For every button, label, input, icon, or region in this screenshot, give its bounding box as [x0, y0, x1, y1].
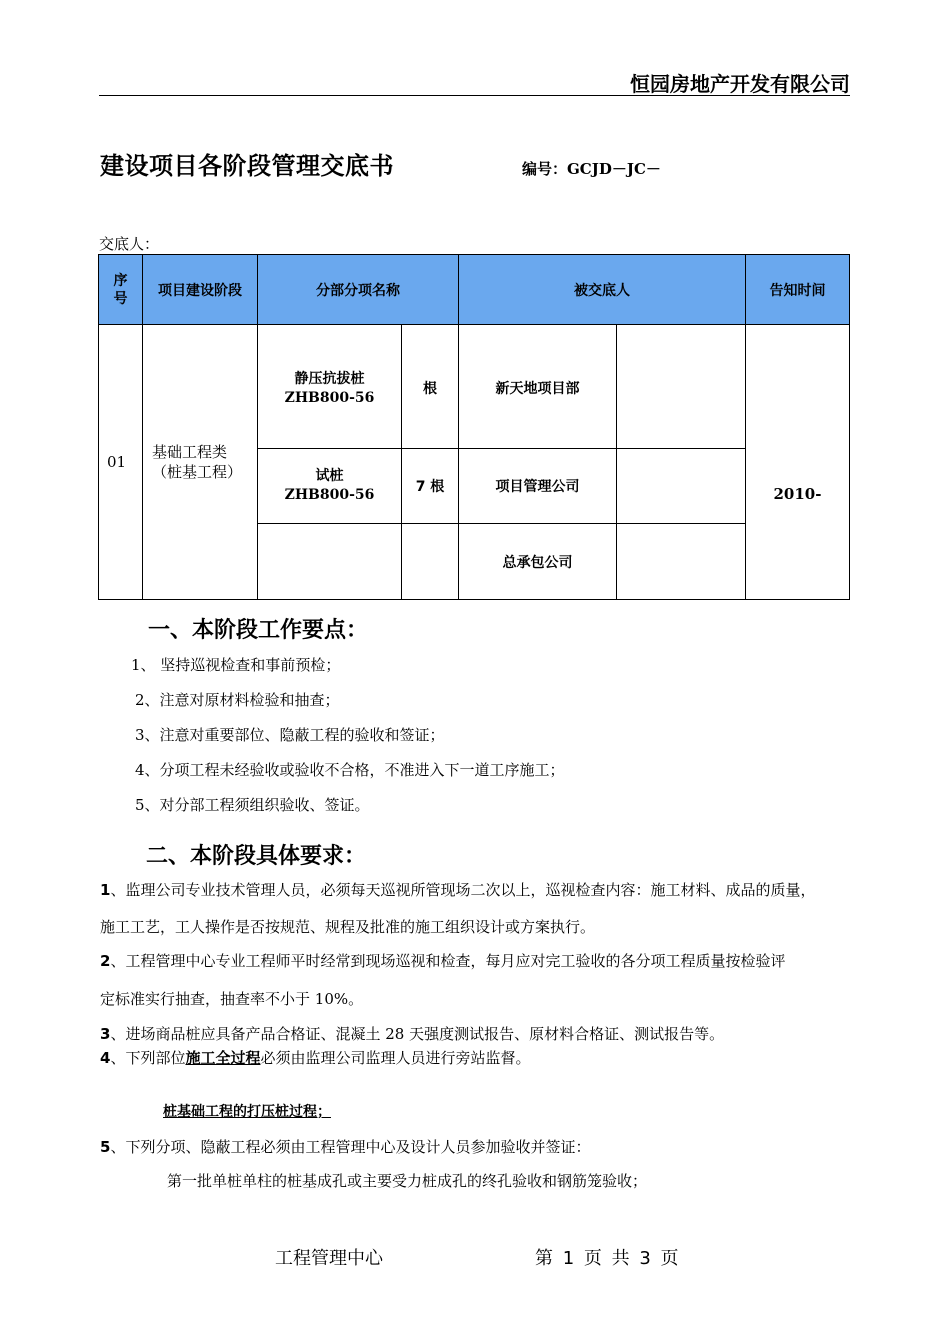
stage-line-1: 基础工程类 — [152, 443, 228, 461]
work-point-5: 5、对分部工程须组织验收、签证。 — [135, 796, 370, 814]
requirement-1-line-1: 、监理公司专业技术管理人员，必须每天巡视所管现场二次以上，巡视检查内容：施工材料、成品的质量， — [110, 881, 816, 899]
quantity-cell: 7 根 — [402, 449, 459, 524]
requirement-3-number: 3 — [100, 1025, 111, 1043]
header-serial: 序号 — [99, 255, 143, 325]
header-stage: 项目建设阶段 — [143, 255, 258, 325]
stage-line-2: （桩基工程） — [152, 463, 243, 481]
requirement-4-pre: 、下列部位 — [110, 1049, 186, 1067]
recipient-cell: 项目管理公司 — [459, 449, 617, 524]
item-name-cell — [258, 325, 402, 449]
header-recipient: 被交底人 — [459, 255, 746, 325]
requirement-3-line-1: 、进场商品桩应具备产品合格证、混凝土 28 天强度测试报告、原材料合格证、测试报告等。 — [110, 1025, 725, 1043]
requirement-5-sub-item: 第一批单桩单柱的桩基成孔或主要受力桩成孔的终孔验收和钢筋笼验收； — [167, 1172, 648, 1190]
requirement-4-post: 必须由监理公司监理人员进行旁站监督。 — [260, 1049, 531, 1067]
handover-table — [98, 254, 850, 600]
signature-cell — [617, 325, 746, 449]
requirement-4 — [100, 1047, 530, 1068]
item-name-line-2: ZHB800-56 — [284, 390, 375, 406]
pile-process-item: 桩基础工程的打压桩过程； — [163, 1104, 331, 1120]
requirement-1-continued: 施工工艺，工人操作是否按规范、规程及批准的施工组织设计或方案执行。 — [100, 918, 596, 936]
requirement-3 — [100, 1023, 724, 1044]
requirement-4-underlined: 施工全过程 — [185, 1049, 261, 1067]
quantity-cell: 根 — [402, 325, 459, 449]
header-divider — [99, 95, 850, 96]
document-title: 建设项目各阶段管理交底书 — [100, 151, 394, 180]
work-point-1: 1、 坚持巡视检查和事前预检； — [131, 656, 341, 674]
table-header-row — [99, 255, 850, 325]
work-point-4: 4、分项工程未经验收或验收不合格，不准进入下一道工序施工； — [135, 761, 565, 779]
table-row — [99, 325, 850, 449]
section-2-heading: 二、本阶段具体要求： — [146, 844, 367, 869]
item-name-line-1: 试桩 — [315, 468, 344, 484]
requirement-2-line-1: 、工程管理中心专业工程师平时经常到现场巡视和检查，每月应对完工验收的各分项工程质量按检验评 — [110, 952, 786, 970]
header-item-name: 分部分项名称 — [258, 255, 459, 325]
section-1-heading: 一、本阶段工作要点： — [148, 618, 369, 643]
header-notice-time: 告知时间 — [746, 255, 850, 325]
document-number: 编号：GCJD－JC－ — [522, 160, 661, 178]
signature-cell — [617, 449, 746, 524]
recipient-cell: 总承包公司 — [459, 524, 617, 600]
requirement-5 — [100, 1136, 590, 1157]
notice-date-cell: 2010- — [746, 325, 850, 600]
item-name-cell — [258, 524, 402, 600]
recipient-cell: 新天地项目部 — [459, 325, 617, 449]
stage-cell — [143, 325, 258, 600]
requirement-4-number: 4 — [100, 1049, 111, 1067]
item-name-line-2: ZHB800-56 — [284, 487, 375, 503]
requirement-1 — [100, 879, 815, 900]
requirement-5-number: 5 — [100, 1138, 111, 1156]
handover-person-label: 交底人： — [99, 235, 160, 253]
work-point-3: 3、注意对重要部位、隐蔽工程的验收和签证； — [135, 726, 445, 744]
company-name: 恒园房地产开发有限公司 — [630, 72, 850, 96]
requirement-1-number: 1 — [100, 881, 111, 899]
footer-department: 工程管理中心 — [275, 1248, 383, 1269]
requirement-2-number: 2 — [100, 952, 111, 970]
item-name-line-1: 静压抗拔桩 — [294, 371, 365, 387]
serial-cell: 01 — [99, 325, 143, 600]
signature-cell — [617, 524, 746, 600]
requirement-5-line-1: 、下列分项、隐蔽工程必须由工程管理中心及设计人员参加验收并签证： — [110, 1138, 591, 1156]
work-point-2: 2、注意对原材料检验和抽查； — [135, 691, 340, 709]
footer-page-number: 第 1 页 共 3 页 — [535, 1248, 679, 1269]
item-name-cell — [258, 449, 402, 524]
quantity-cell — [402, 524, 459, 600]
requirement-2 — [100, 950, 785, 971]
requirement-2-continued: 定标准实行抽查，抽查率不小于 10%。 — [100, 990, 364, 1008]
